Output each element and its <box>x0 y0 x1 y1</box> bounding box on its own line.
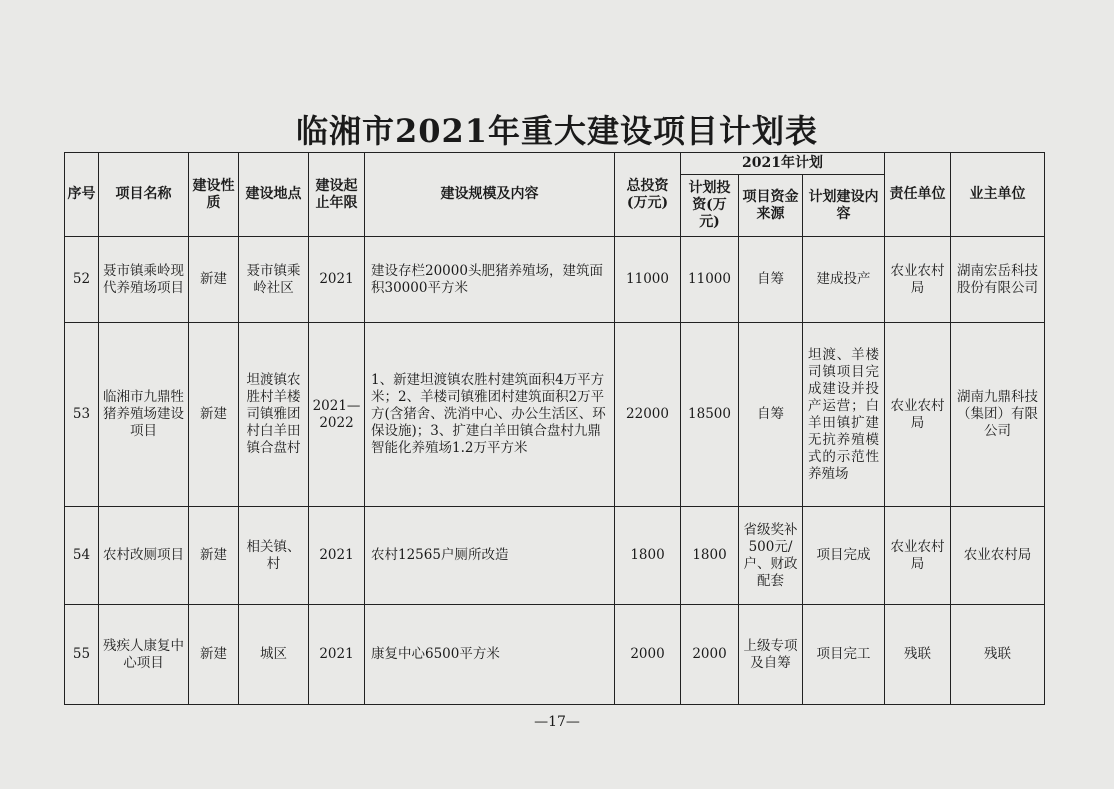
cell-fund-source: 自筹 <box>739 323 803 507</box>
header-period: 建设起止年限 <box>309 153 365 237</box>
cell-location: 聂市镇乘岭社区 <box>239 237 309 323</box>
cell-nature: 新建 <box>189 605 239 705</box>
cell-plan-invest: 11000 <box>681 237 739 323</box>
cell-owner: 湖南宏岳科技股份有限公司 <box>951 237 1045 323</box>
project-plan-table <box>64 152 1045 705</box>
header-owner: 业主单位 <box>951 153 1045 237</box>
cell-nature: 新建 <box>189 507 239 605</box>
header-plan-content: 计划建设内容 <box>803 175 885 237</box>
cell-owner: 湖南九鼎科技（集团）有限公司 <box>951 323 1045 507</box>
cell-period: 2021 <box>309 237 365 323</box>
page-title: 临湘市2021年重大建设项目计划表 <box>295 112 819 150</box>
header-location: 建设地点 <box>239 153 309 237</box>
cell-plan-invest: 2000 <box>681 605 739 705</box>
header-total-invest: 总投资(万元) <box>615 153 681 237</box>
cell-period: 2021—2022 <box>309 323 365 507</box>
cell-plan-content: 建成投产 <box>803 237 885 323</box>
cell-resp-unit: 残联 <box>885 605 951 705</box>
cell-name: 残疾人康复中心项目 <box>99 605 189 705</box>
table-row <box>65 605 1045 705</box>
cell-plan-content: 项目完工 <box>803 605 885 705</box>
cell-nature: 新建 <box>189 323 239 507</box>
table-row <box>65 323 1045 507</box>
cell-scale: 康复中心6500平方米 <box>365 605 615 705</box>
header-nature: 建设性质 <box>189 153 239 237</box>
header-seq: 序号 <box>65 153 99 237</box>
cell-location: 相关镇、村 <box>239 507 309 605</box>
cell-owner: 残联 <box>951 605 1045 705</box>
cell-plan-content: 坦渡、羊楼司镇项目完成建设并投产运营；白羊田镇扩建无抗养殖模式的示范性养殖场 <box>803 323 885 507</box>
cell-total-invest: 1800 <box>615 507 681 605</box>
cell-resp-unit: 农业农村局 <box>885 507 951 605</box>
cell-total-invest: 11000 <box>615 237 681 323</box>
cell-name: 农村改厕项目 <box>99 507 189 605</box>
cell-total-invest: 22000 <box>615 323 681 507</box>
cell-plan-content: 项目完成 <box>803 507 885 605</box>
cell-plan-invest: 18500 <box>681 323 739 507</box>
header-scale: 建设规模及内容 <box>365 153 615 237</box>
cell-location: 城区 <box>239 605 309 705</box>
cell-fund-source: 上级专项及自筹 <box>739 605 803 705</box>
header-plan-invest: 计划投资(万元) <box>681 175 739 237</box>
cell-nature: 新建 <box>189 237 239 323</box>
cell-seq: 52 <box>65 237 99 323</box>
cell-scale: 建设存栏20000头肥猪养殖场，建筑面积30000平方米 <box>365 237 615 323</box>
table-row <box>65 507 1045 605</box>
cell-period: 2021 <box>309 507 365 605</box>
table-row <box>65 237 1045 323</box>
cell-seq: 55 <box>65 605 99 705</box>
cell-total-invest: 2000 <box>615 605 681 705</box>
cell-location: 坦渡镇农胜村羊楼司镇雅团村白羊田镇合盘村 <box>239 323 309 507</box>
page-number: —17— <box>534 714 580 730</box>
cell-resp-unit: 农业农村局 <box>885 323 951 507</box>
header-plan-group: 2021年计划 <box>681 153 885 175</box>
cell-owner: 农业农村局 <box>951 507 1045 605</box>
cell-name: 聂市镇乘岭现代养殖场项目 <box>99 237 189 323</box>
cell-plan-invest: 1800 <box>681 507 739 605</box>
header-name: 项目名称 <box>99 153 189 237</box>
cell-scale: 农村12565户厕所改造 <box>365 507 615 605</box>
cell-name: 临湘市九鼎牲猪养殖场建设项目 <box>99 323 189 507</box>
cell-fund-source: 省级奖补500元/户、财政配套 <box>739 507 803 605</box>
cell-period: 2021 <box>309 605 365 705</box>
header-fund-source: 项目资金来源 <box>739 175 803 237</box>
header-resp-unit: 责任单位 <box>885 153 951 237</box>
cell-resp-unit: 农业农村局 <box>885 237 951 323</box>
cell-seq: 53 <box>65 323 99 507</box>
cell-fund-source: 自筹 <box>739 237 803 323</box>
cell-seq: 54 <box>65 507 99 605</box>
cell-scale: 1、新建坦渡镇农胜村建筑面积4万平方米；2、羊楼司镇雅团村建筑面积2万平方(含猪舍、洗消中心、办公生活区、环保设施)；3、扩建白羊田镇合盘村九鼎智能化养殖场1.2万平方米 <box>365 323 615 507</box>
